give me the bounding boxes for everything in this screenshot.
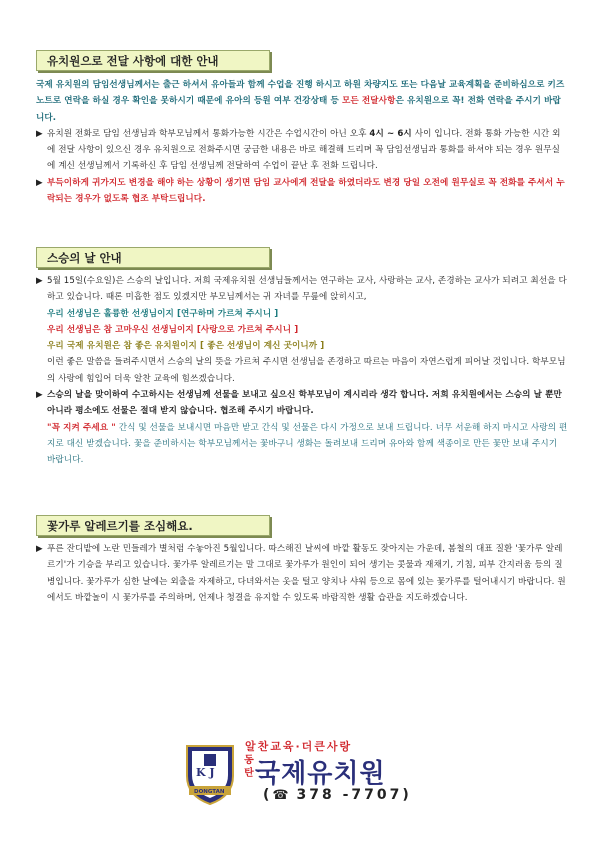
gift-notice-text: 스승의 날을 맞이하여 수고하시는 선생님께 선물을 보내고 싶으신 학부모님이 계시리라 생각 합니다. 저희 유치원에서는 스승의 날 뿐만 아니라 평소에도 선물은 절대 받지 않습니다. 협조해 주시기 바랍니다.: [47, 390, 562, 417]
please-keep-quote: "꼭 지켜 주세요 ": [47, 422, 116, 433]
praise-line: 우리 선생님은 훌륭한 선생님이지 [연구하며 가르쳐 주시니 ]: [47, 308, 279, 319]
slogan-text: 알찬교육·더큰사랑: [245, 740, 353, 753]
intro-highlight: 모든 전달사항: [341, 96, 396, 107]
gift-rule-paragraph: [36, 420, 568, 469]
logo-subtext: DONGTAN: [194, 789, 225, 795]
item-text: 유치원 전화로 담임 선생님과 학부모님께서 통화가능한 시간은 수업시간이 아닌 오후: [47, 128, 367, 139]
call-hours: 4시 ~ 6시: [369, 128, 412, 139]
bullet-triangle-icon: ▶: [36, 390, 43, 401]
list-item: [36, 273, 568, 306]
gift-rule-text: 간식 및 선물을 보내시면 마음만 받고 간식 및 선물은 다시 가정으로 보내 드립니다. 너무 서운해 하지 마시고 사랑의 편지로 대신 받겠습니다. 꽃을 준비하시는 학부모님께서는 꽃바구니 생화는 돌려보내 드리며 유아와 함께 색종이로 만든 꽃만 보내 주시기 바랍니다.: [47, 422, 568, 466]
list-item-bold: [36, 387, 568, 420]
section-body-pollen: [36, 541, 568, 606]
phone-number: (☎ 378 -7707): [263, 787, 412, 803]
phone-text: 378 -7707: [296, 787, 403, 803]
logo-letters: K J: [196, 766, 215, 779]
bullet-triangle-icon: ▶: [36, 177, 43, 188]
paragraph-text: 이런 좋은 말씀을 들려주시면서 스승의 날의 뜻을 가르쳐 주시면 선생님을 존경하고 따르는 마음이 자연스럽게 피어날 것입니다. 학부모님의 사랑에 힘입어 더욱 알찬 교육에 힘쓰겠습니다.: [47, 357, 566, 384]
section-title-pollen: 꽃가루 알레르기를 조심해요.: [36, 515, 270, 536]
praise-line: 우리 선생님은 참 고마우신 선생님이지 [사랑으로 가르쳐 주시니 ]: [47, 324, 299, 335]
section-title-teachers-day: 스승의 날 안내: [36, 247, 270, 268]
list-item: [36, 126, 568, 175]
kindergarten-name: 국제유치원: [255, 759, 386, 789]
item-text: 푸른 잔디밭에 노란 민들레가 별처럼 수놓아진 5월입니다. 따스해진 날씨에 바깥 활동도 잦아지는 가운데, 봄철의 대표 질환 '꽃가루 알레르기'가 기승을 부리고 있습니다. 꽃가루 알레르기는 말 그대로 꽃가루가 원인이 되어 생기는 콧물과 재채기, 기침, 피부 간지러움 등의 질병입니다. 꽃가루가 심한 날에는 외출을 자제하고, 다녀와서는 옷을 털고 양치나 샤워 등으로 몸에 있는 꽃가루를 털어내시기 바랍니다. 원에서도 바깥놀이 시 꽃가루를 주의하며, 언제나 청결을 유지할 수 있도록 바람직한 생활 습관을 지도하겠습니다.: [47, 544, 566, 603]
kindergarten-logo: [183, 740, 237, 806]
bullet-triangle-icon: ▶: [36, 276, 43, 286]
warning-text: 부득이하게 귀가지도 변경을 해야 하는 상황이 생기면 담임 교사에게 전달을 하였더라도 변경 당일 오전에 원무실로 꼭 전화를 주셔서 누락되는 경우가 없도록 협조 부탁드립니다.: [47, 177, 565, 205]
section-title-delivery: 유치원으로 전달 사항에 대한 안내: [36, 50, 270, 71]
dongtan-label: 동탄: [244, 755, 254, 779]
item-text-cont: 사이 입니다. 전화 통화 가능한 시간 외에 전달 사항이 있으신 경우 유치원으로 전화주시면 궁금한 내용은 바로 해결해 드리며 꼭 담임선생님과 통화를 하셔야 되는 경우 원무실에 계신 선생님께서 기록하신 후 담임 선생님께 전달하여 수업이 끝난 후 전화 드립니다.: [47, 128, 561, 172]
item-text: 5월 15일(수요일)은 스승의 날입니다. 저희 국제유치원 선생님들께서는 연구하는 교사, 사랑하는 교사, 존경하는 교사가 되려고 최선을 다하고 있습니다. 때론 미흡한 점도 있겠지만 부모님께서는 귀 자녀를 무릎에 앉히시고,: [47, 276, 567, 303]
section-body-delivery: [36, 77, 568, 207]
bullet-triangle-icon: ▶: [36, 544, 43, 554]
kindergarten-footer: [183, 738, 453, 808]
intro-text: 국제 유치원의 담임선생님께서는 출근 하셔서 유아들과 함께 수업을 진행 하시고 하원 차량지도 또는 다음날 교육계획을 준비하심으로 키즈노트로 연락을 하실 경우 확인을 못하시기 때문에 유아의 등원 여부 건강상태 등: [36, 80, 565, 107]
intro-paragraph: [36, 77, 568, 126]
bullet-triangle-icon: ▶: [36, 128, 43, 139]
list-item-warning: [36, 175, 568, 208]
intro-end-text: 은 유치원으로 꼭! 전화 연락을 주시기 바랍니다.: [36, 96, 561, 123]
telephone-icon: ☎: [272, 788, 289, 803]
slogan: [245, 738, 352, 754]
section-body-teachers-day: [36, 273, 568, 469]
list-item: [36, 541, 568, 606]
praise-line: 우리 국제 유치원은 참 좋은 유치원이지 [ 좋은 선생님이 계신 곳이니까 ]: [47, 341, 325, 352]
